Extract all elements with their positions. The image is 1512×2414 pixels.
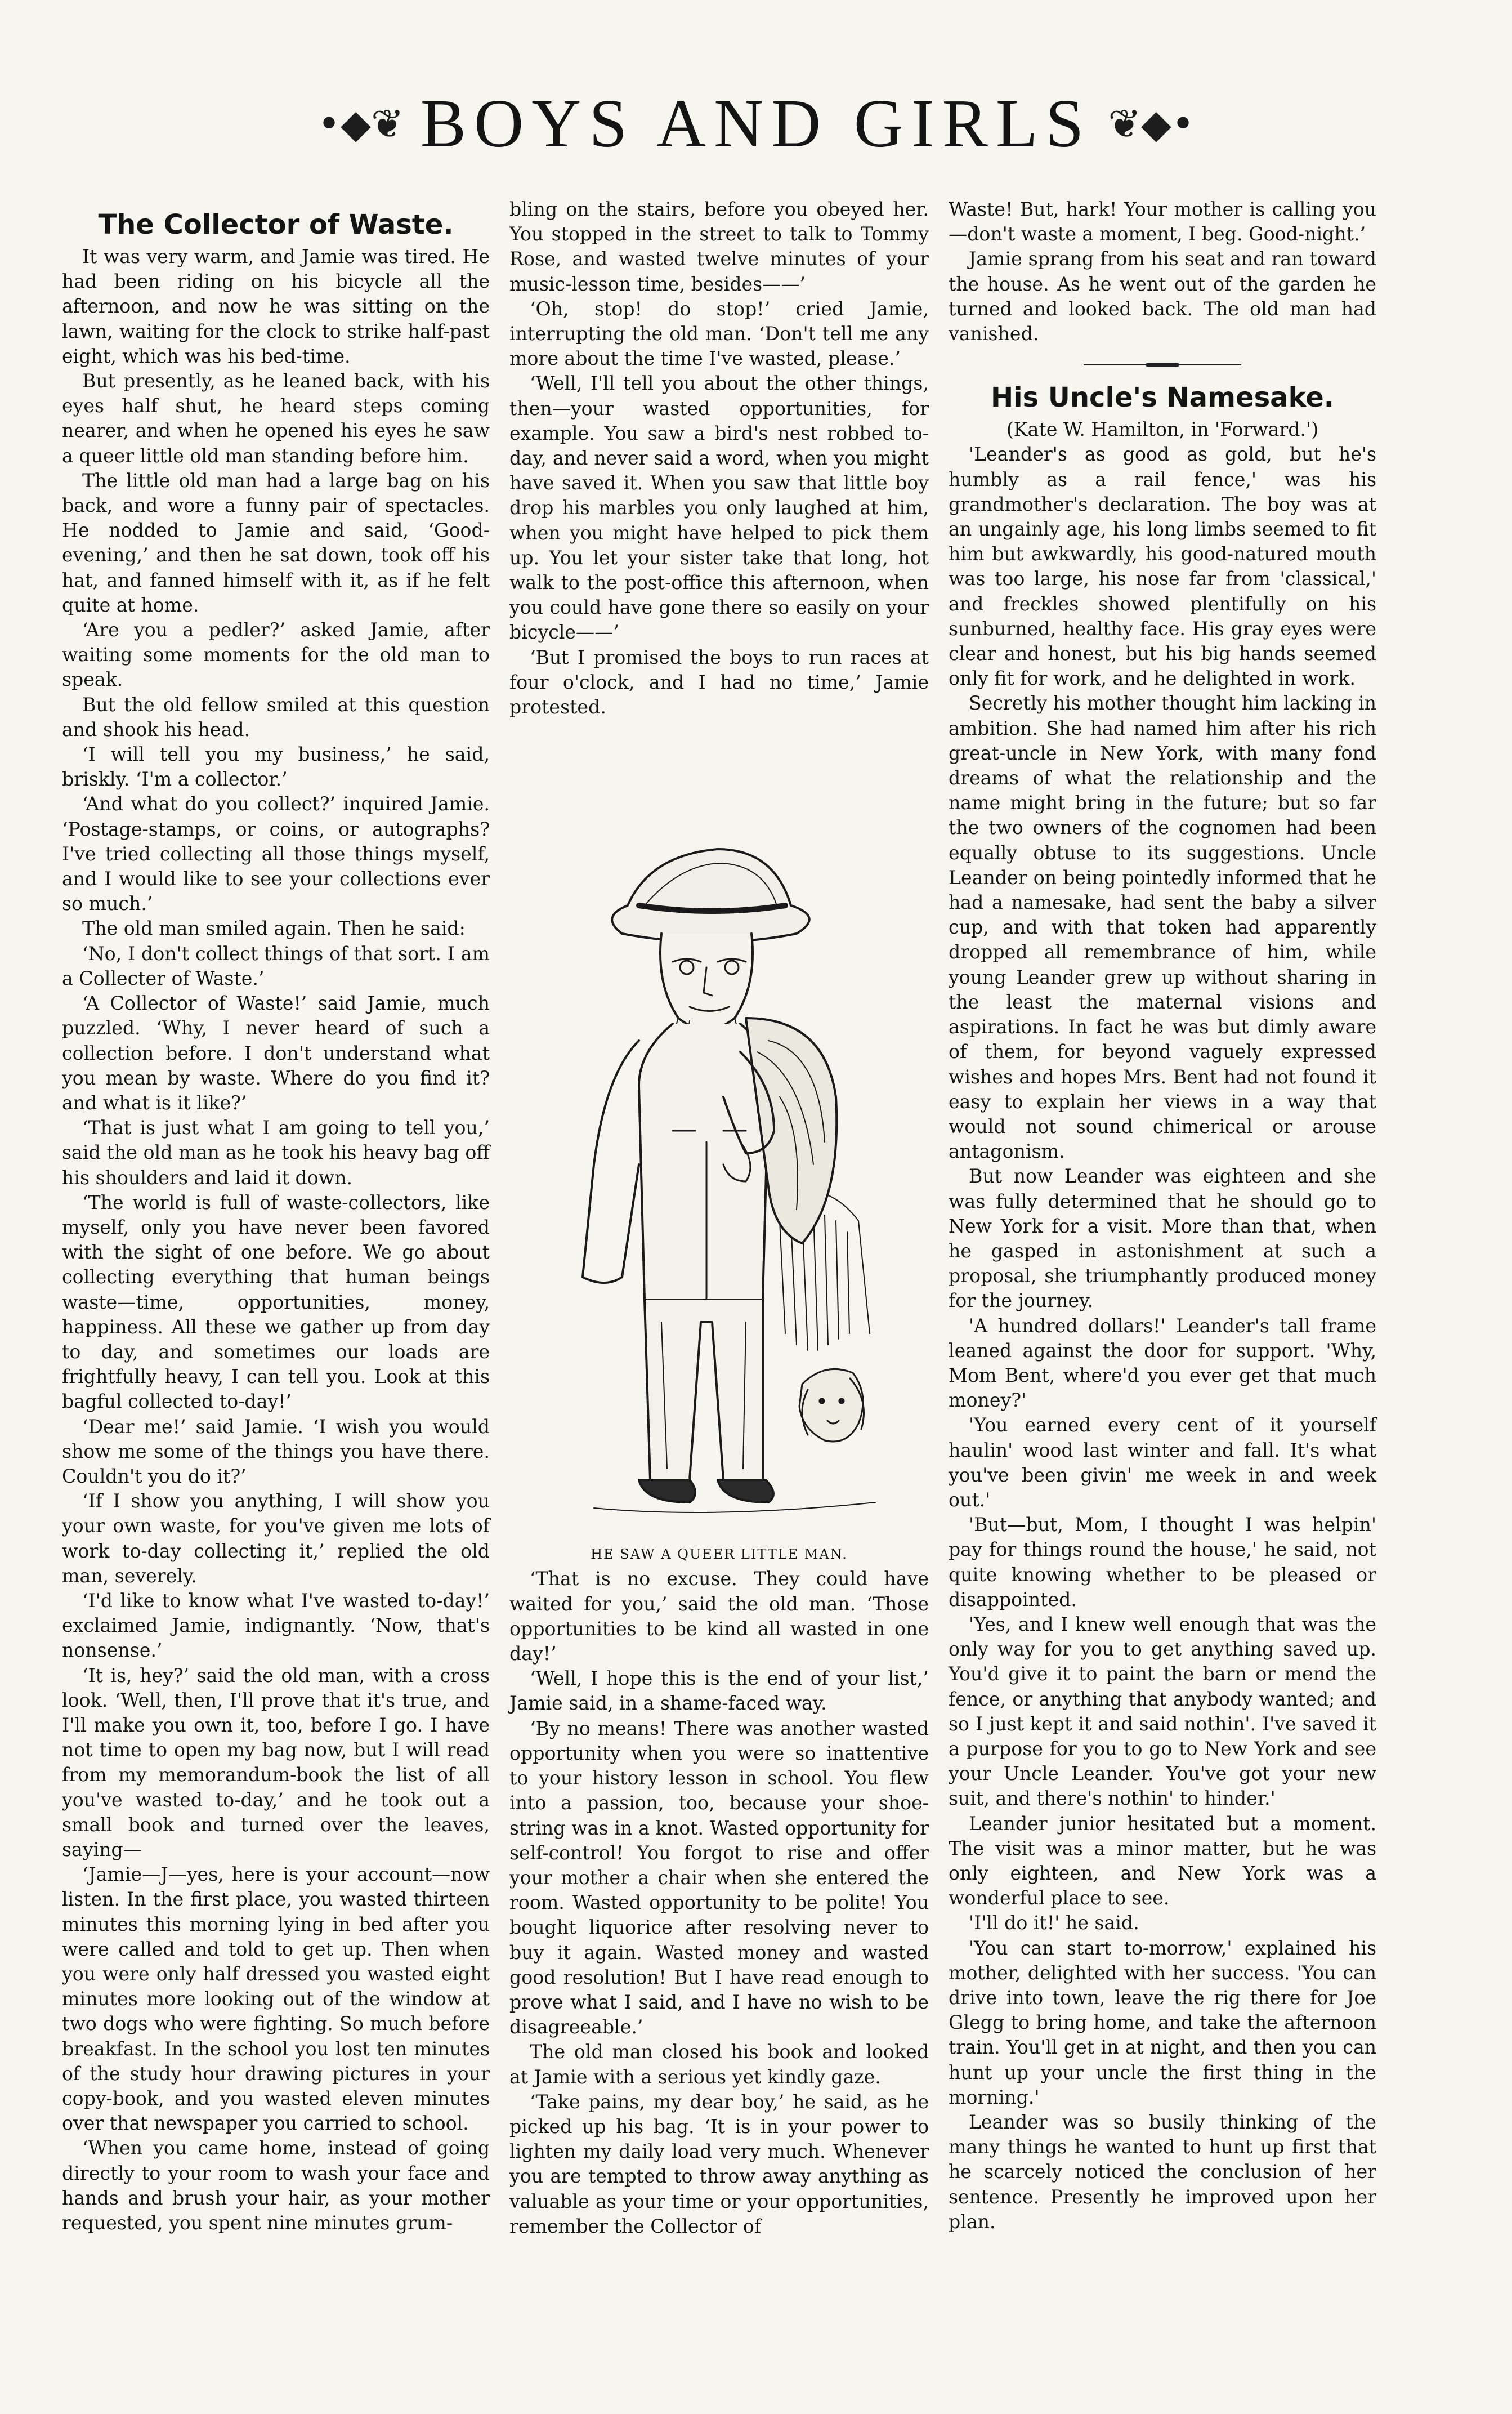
paragraph: ‘Take pains, my dear boy,’ he said, as he picked up his bag. ‘It is in your power to lighten my daily load very much. Whenever you are tempted to throw away anything as valuable as your time or your opportunities, remember the Collector of — [509, 2090, 929, 2237]
paragraph: ‘A Collector of Waste!’ said Jamie, much puzzled. ‘Why, I never heard of such a collection before. I don't understand what you mean by waste. Where do you find it? and what is it like?’ — [62, 992, 490, 1114]
paragraph: ‘I will tell you my business,’ he said, briskly. ‘I'm a collector.’ — [62, 743, 490, 791]
paragraph: But the old fellow smiled at this question and shook his head. — [62, 693, 490, 740]
paragraph: ‘Oh, stop! do stop!’ cried Jamie, interrupting the old man. ‘Don't tell me any more about the time I've wasted, please.’ — [509, 297, 929, 370]
paragraph: ‘That is just what I am going to tell you,’ said the old man as he took his heavy bag off his shoulders and laid it down. — [62, 1117, 490, 1189]
page-title: BOYS AND GIRLS — [420, 86, 1092, 162]
masthead — [0, 84, 1512, 163]
paragraph: Jamie sprang from his seat and ran toward the house. As he went out of the garden he turned and looked back. The old man had vanished. — [949, 248, 1376, 345]
paragraph: ‘It is, hey?’ said the old man, with a cross look. ‘Well, then, I'll prove that it's true, and I'll make you own it, too, before I go. I have not time to open my bag now, but I will read from my memorandum-book the list of all you've wasted to-day,’ and he took out a small book and turned over the leaves, saying— — [62, 1664, 490, 1860]
ornament-left-icon: •◆❦ — [317, 101, 404, 147]
paragraph: ‘No, I don't collect things of that sort. I am a Collecter of Waste.’ — [62, 942, 490, 989]
old-man-illustration-image — [509, 737, 929, 1542]
paragraph: bling on the stairs, before you obeyed her. You stopped in the street to talk to Tommy Rose, and wasted twelve minutes of your music-lesson time, besides——’ — [509, 198, 929, 295]
paragraph: ‘By no means! There was another wasted opportunity when you were so inattentive to your history lesson in school. You flew into a passion, too, because your shoe-string was in a knot. Wasted opportunity for self-control! You forgot to rise and offer your mother a chair when she entered the room. Wasted opportunity to be polite! You bought liquorice after resolving never to buy it again. Wasted money and wasted good resolution! But I have read enough to prove what I said, and I have no wish to be disagreeable.’ — [509, 1717, 929, 2038]
paragraph: ‘Well, I'll tell you about the other things, then—your wasted opportunities, for example. You saw a bird's nest robbed to-day, and never said a word, when you might have saved it. When you saw that little boy drop his marbles you only laughed at him, when you might have helped to pick them up. You let your sister take that long, hot walk to the post-office this afternoon, when you could have gone there so easily on your bicycle——’ — [509, 372, 929, 644]
paragraph: ‘And what do you collect?’ inquired Jamie. ‘Postage-stamps, or coins, or autographs? I've tried collecting all those things myself, and I would like to see your collections ever so much.’ — [62, 793, 490, 915]
paragraph: ‘I'd like to know what I've wasted to-day!’ exclaimed Jamie, indignantly. ‘Now, that's nonsense.’ — [62, 1589, 490, 1662]
story-title-collector: The Collector of Waste. — [98, 209, 454, 240]
section-divider — [1084, 363, 1241, 367]
paragraph: The old man smiled again. Then he said: — [82, 917, 466, 940]
paragraph: 'Leander's as good as gold, but he's humbly as a rail fence,' was his grandmother's declaration. The boy was at an ungainly age, his long limbs seemed to fit him but awkwardly, his good-natured mouth was too large, his nose far from 'classical,' and freckles showed plentifully on his sunburned, healthy face. His gray eyes were clear and honest, but his big hands seemed only fit for work, and he delighted in work. — [949, 443, 1376, 690]
ornament-right-icon: ❦◆• — [1108, 101, 1195, 147]
paragraph: 'But—but, Mom, I thought I was helpin' pay for things round the house,' he said, not quite knowing whether to be pleased or disappointed. — [949, 1514, 1376, 1610]
paragraph: 'A hundred dollars!' Leander's tall frame leaned against the door for support. 'Why, Mom Bent, where'd you ever get that much money?' — [949, 1314, 1376, 1412]
paragraph: Waste! But, hark! Your mother is calling you—don't waste a moment, I beg. Good-night.’ — [949, 198, 1376, 246]
paragraph: ‘Dear me!’ said Jamie. ‘I wish you would show me some of the things you have there. Couldn't you do it?’ — [62, 1415, 490, 1487]
paragraph: ‘But I promised the boys to run races at four o'clock, and I had no time,’ Jamie protested. — [509, 646, 929, 719]
paragraph: 'Yes, and I knew well enough that was the only way for you to get anything saved up. You'd give it to paint the barn or mend the fence, or anything that anybody wanted; and so I just kept it and said nothin'. I've saved it a purpose for you to go to New York and see your Uncle Leander. You've got your new suit, and there's nothin' to hinder.' — [949, 1613, 1376, 1810]
paragraph: But presently, as he leaned back, with his eyes half shut, he heard steps coming nearer, and when he opened his eyes he saw a queer little old man standing before him. — [62, 370, 490, 467]
paragraph: 'You can start to-morrow,' explained his mother, delighted with her success. 'You can drive into town, leave the rig there for Joe Glegg to bring home, and take the afternoon train. You'll get in at night, and then you can hunt up your uncle the first thing in the morning.' — [949, 1936, 1376, 2108]
paragraph: But now Leander was eighteen and she was fully determined that he should go to New York for a visit. More than that, when he gasped in astonishment at such a proposal, she triumphantly produced money for the journey. — [949, 1165, 1376, 1312]
paragraph: ‘When you came home, instead of going directly to your room to wash your face and hands and brush your hair, as your mother requested, you spent nine minutes grum- — [62, 2137, 490, 2234]
paragraph: The little old man had a large bag on his back, and wore a funny pair of spectacles. He nodded to Jamie and said, ‘Good-evening,’ and then he sat down, took off his hat, and fanned himself with it, as if he felt quite at home. — [62, 469, 490, 616]
paragraph: 'You earned every cent of it yourself haulin' wood last winter and fall. It's what you've been givin' me week in and week out.' — [949, 1414, 1376, 1511]
column-3 — [949, 197, 1376, 2234]
paragraph: 'I'll do it!' he said. — [969, 1912, 1139, 1934]
paragraph: ‘The world is full of waste-collectors, like myself, only you have never been favored with the sight of one before. We go about collecting everything that human beings waste—time, opportunities, money, happiness. All these we gather up from day to day, and sometimes our loads are frightfully heavy, I can tell you. Look at this bagful collected to-day!’ — [62, 1191, 490, 1413]
illustration-caption: HE SAW A QUEER LITTLE MAN. — [591, 1546, 848, 1563]
paragraph: ‘Are you a pedler?’ asked Jamie, after waiting some moments for the old man to speak. — [62, 619, 490, 691]
paragraph: ‘Jamie—J—yes, here is your account—now listen. In the first place, you wasted thirteen minutes this morning lying in bed after you were called and told to get up. Then when you were only half dressed you wasted eight minutes more looking out of the window at two dogs who were fighting. So much before breakfast. In the school you lost ten minutes of the study hour drawing pictures in your copy-book, and you wasted eleven minutes over that newspaper you carried to school. — [62, 1863, 490, 2135]
story-title-namesake: His Uncle's Namesake. — [990, 382, 1334, 414]
column-2 — [509, 197, 929, 2239]
paragraph: ‘If I show you anything, I will show you your own waste, for you've given me lots of work to-day collecting it,’ replied the old man, severely. — [62, 1490, 490, 1587]
paragraph: ‘That is no excuse. They could have waited for you,’ said the old man. ‘Those opportunities to be kind all wasted in one day!’ — [509, 1568, 929, 1665]
byline: (Kate W. Hamilton, in 'Forward.') — [1006, 418, 1319, 441]
paragraph: Secretly his mother thought him lacking in ambition. She had named him after his rich great-uncle in New York, with many fond dreams of what the relationship and the name might bring in the future; but so far the two owners of the cognomen had been equally obtuse to its suggestions. Uncle Leander on being pointedly informed that he had a namesake, had sent the baby a silver cup, and with that token had apparently dropped all remembrance of him, while young Leander grew up without sharing in the least the maternal visions and aspirations. In fact he was but dimly aware of them, for beyond vaguely expressed wishes and hopes Mrs. Bent had not found it easy to explain her views in a way that would not sound chimerical or arouse antagonism. — [949, 692, 1376, 1163]
illustration-old-man — [509, 737, 929, 1542]
paragraph: Leander junior hesitated but a moment. The visit was a minor matter, but he was only eighteen, and New York was a wonderful place to see. — [949, 1812, 1376, 1909]
paragraph: Leander was so busily thinking of the many things he wanted to hunt up first that he scarcely noticed the conclusion of her sentence. Presently he improved upon her plan. — [949, 2111, 1376, 2233]
paragraph: It was very warm, and Jamie was tired. He had been riding on his bicycle all the afternoon, and now he was sitting on the lawn, waiting for the clock to strike half-past eight, which was his bed-time. — [62, 246, 490, 367]
paragraph: The old man closed his book and looked at Jamie with a serious yet kindly gaze. — [509, 2041, 929, 2088]
column-1 — [62, 197, 490, 2235]
paragraph: ‘Well, I hope this is the end of your list,’ Jamie said, in a shame-faced way. — [509, 1667, 929, 1715]
